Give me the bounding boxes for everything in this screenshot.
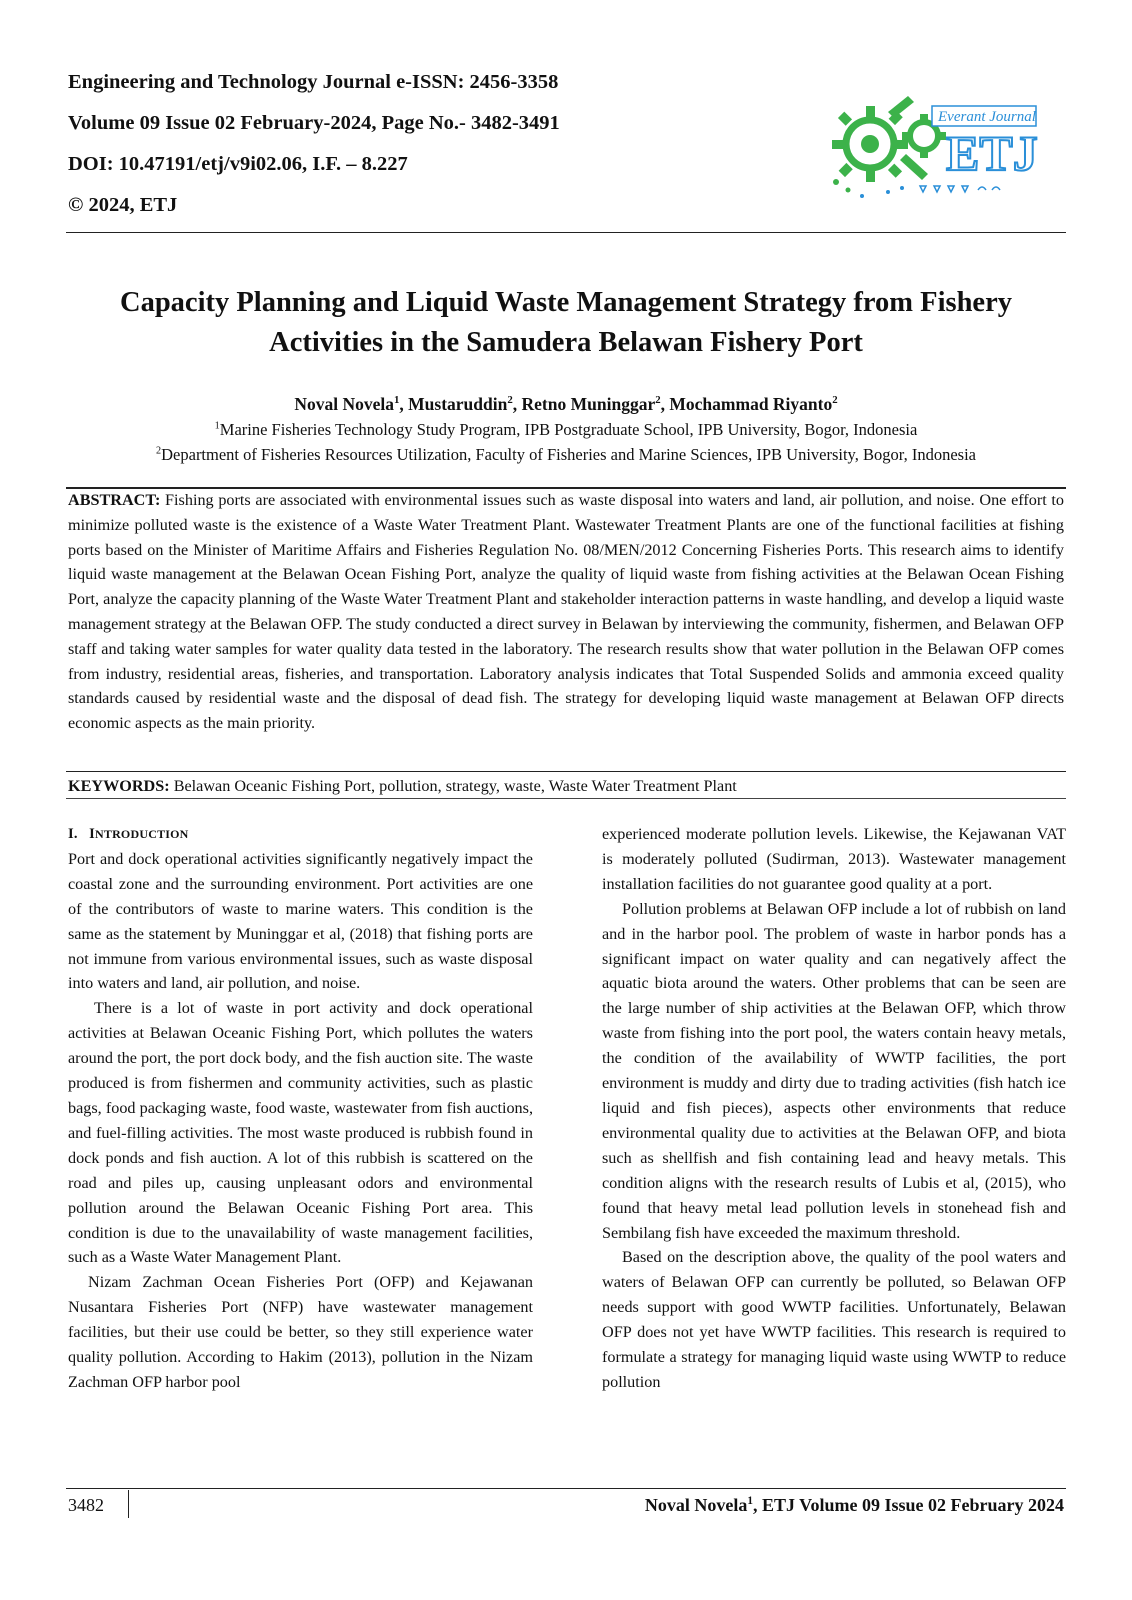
- journal-volume-line: Volume 09 Issue 02 February-2024, Page No.- 3482-3491: [68, 112, 560, 134]
- running-footer: Noval Novela$^1$, ETJ Volume 09 Issue 02 February 2024: [644, 1495, 1064, 1515]
- paragraph: Pollution problems at Belawan OFP include a lot of rubbish on land and in the harbor pool. The problem of waste in harbor ponds has a significant impact on water quality and can negatively affect the aquatic biota around the waters. Other problems that can be seen are the large number of ship activities at the Belawan OFP, which throw waste from fishing into the port pool, the waters contain heavy metals, the condition of the availability of WWTP facilities, the port environment is muddy and dirty due to trading activities (fish hatch ice liquid and fish pieces), aspects other environments that reduce environmental quality due to activities at the Belawan OFP, and biota such as shellfish and fish containing lead and heavy metals. This condition aligns with the research results of Lubis et al, (2015), who found that heavy metal lead pollution levels in stonehead fish and Sembilang fish have exceeded the maximum threshold.: [602, 899, 1066, 1242]
- author-list: [66, 392, 1066, 416]
- section-heading: I. INTRODUCTION: [68, 826, 189, 842]
- abstract: [68, 488, 1064, 736]
- journal-issn-line: Engineering and Technology Journal e-ISSN: 2456-3358: [68, 71, 559, 93]
- journal-copyright-line: © 2024, ETJ: [68, 194, 178, 216]
- abstract-bottom-rule: [66, 771, 1066, 772]
- abstract-label: ABSTRACT:: [68, 491, 161, 509]
- affiliation-2: $^2$Department of Fisheries Resources Utilization, Faculty of Fisheries and Marine Sciences, IPB University, Bogor, Indonesia: [156, 445, 976, 464]
- affiliation-1: $^1$Marine Fisheries Technology Study Program, IPB Postgraduate School, IPB University, Bogor, Indonesia: [214, 420, 918, 439]
- header-divider: [66, 232, 1066, 233]
- body-right-column: [602, 822, 1066, 1395]
- body-left-column: [68, 822, 533, 1395]
- paragraph: Port and dock operational activities significantly negatively impact the coastal zone and the surrounding environment. Port activities are one of the contributors of waste to marine waters. This condition is the same as the statement by Muninggar et al, (2018) that fishing ports are not immune from various environmental issues, such as waste disposal into waters and land, air pollution, and noise.: [68, 849, 533, 993]
- author: Mochammad Riyanto$^2$: [669, 394, 838, 414]
- paragraph: There is a lot of waste in port activity and dock operational activities at Belawan Oceanic Fishing Port, which pollutes the waters around the port, the port dock body, and the fish auction site. The waste produced is from fishermen and community activities, such as plastic bags, food packaging waste, food waste, wastewater from fish auctions, and fuel-filling activities. The most waste produced is rubbish found in dock ponds and fish auction. A lot of this rubbish is scattered on the road and piles up, causing unpleasant odors and environmental pollution around the Belawan Oceanic Fishing Port area. This condition is due to the unavailability of waste management facilities, such as a Waste Water Management Plant.: [68, 999, 533, 1267]
- page-number: 3482: [68, 1495, 104, 1515]
- svg-text:Everant Journal: Everant Journal: [938, 109, 1036, 125]
- keywords-rule: [66, 798, 1066, 799]
- footer-rule: [66, 1488, 1066, 1489]
- journal-doi-line: DOI: 10.47191/etj/v9i02.06, I.F. – 8.227: [68, 153, 408, 175]
- paper-title: Capacity Planning and Liquid Waste Management Strategy from Fishery Activities in the Samudera Belawan Fishery Port: [120, 287, 1012, 358]
- keywords-label: KEYWORDS:: [68, 777, 170, 795]
- paragraph: Nizam Zachman Ocean Fisheries Port (OFP) and Kejawanan Nusantara Fisheries Port (NFP) have wastewater management facilities, but their use could be better, so they still experience water quality pollution. According to Hakim (2013), pollution in the Nizam Zachman OFP harbor pool: [68, 1273, 533, 1391]
- etj-everant-journal-logo: [828, 92, 1040, 204]
- keywords: [68, 774, 1064, 798]
- abstract-text: Fishing ports are associated with environmental issues such as waste disposal into waters and land, air pollution, and noise. One effort to minimize polluted waste is the existence of a Waste Water Treatment Plant. Wastewater Treatment Plants are one of the functional facilities at fishing ports based on the Minister of Maritime Affairs and Fisheries Regulation No. 08/MEN/2012 Concerning Fisheries Ports. This research aims to identify liquid waste management at the Belawan Ocean Fishing Port, analyze the quality of liquid waste from fishing activities at the Belawan Ocean Fishing Port, analyze the capacity planning of the Waste Water Treatment Plant and stakeholder interaction patterns in waste handling, and develop a liquid waste management strategy at the Belawan OFP. The study conducted a direct survey in Belawan by interviewing the community, fishermen, and Belawan OFP staff and taking water samples for water quality data tested in the laboratory. The research results show that water pollution in the Belawan OFP comes from industry, residential areas, fisheries, and transportation. Laboratory analysis indicates that Total Suspended Solids and ammonia exceed quality standards caused by residential waste and the disposal of dead fish. The strategy for developing liquid waste management at Belawan OFP directs economic aspects as the main priority.: [68, 491, 1065, 733]
- author: Mustaruddin$^2$,: [408, 394, 522, 414]
- author: Noval Novela$^1$,: [294, 394, 409, 414]
- keywords-text: Belawan Oceanic Fishing Port, pollution, strategy, waste, Waste Water Treatment Plant: [173, 777, 737, 795]
- footer-separator: [128, 1490, 129, 1518]
- svg-text:ETJ: ETJ: [946, 125, 1038, 181]
- paragraph: Based on the description above, the quality of the pool waters and waters of Belawan OFP can currently be polluted, so Belawan OFP needs support with good WWTP facilities. Unfortunately, Belawan OFP does not yet have WWTP facilities. This research is required to formulate a strategy for managing liquid waste using WWTP to reduce pollution: [602, 1248, 1066, 1391]
- paragraph: experienced moderate pollution levels. Likewise, the Kejawanan VAT is moderately polluted (Sudirman, 2013). Wastewater management installation facilities do not guarantee good quality at a port.: [602, 825, 1066, 893]
- etj-logo-icon: [828, 92, 1040, 204]
- journal-header: [68, 62, 708, 226]
- author: Retno Muninggar$^2$,: [521, 394, 670, 414]
